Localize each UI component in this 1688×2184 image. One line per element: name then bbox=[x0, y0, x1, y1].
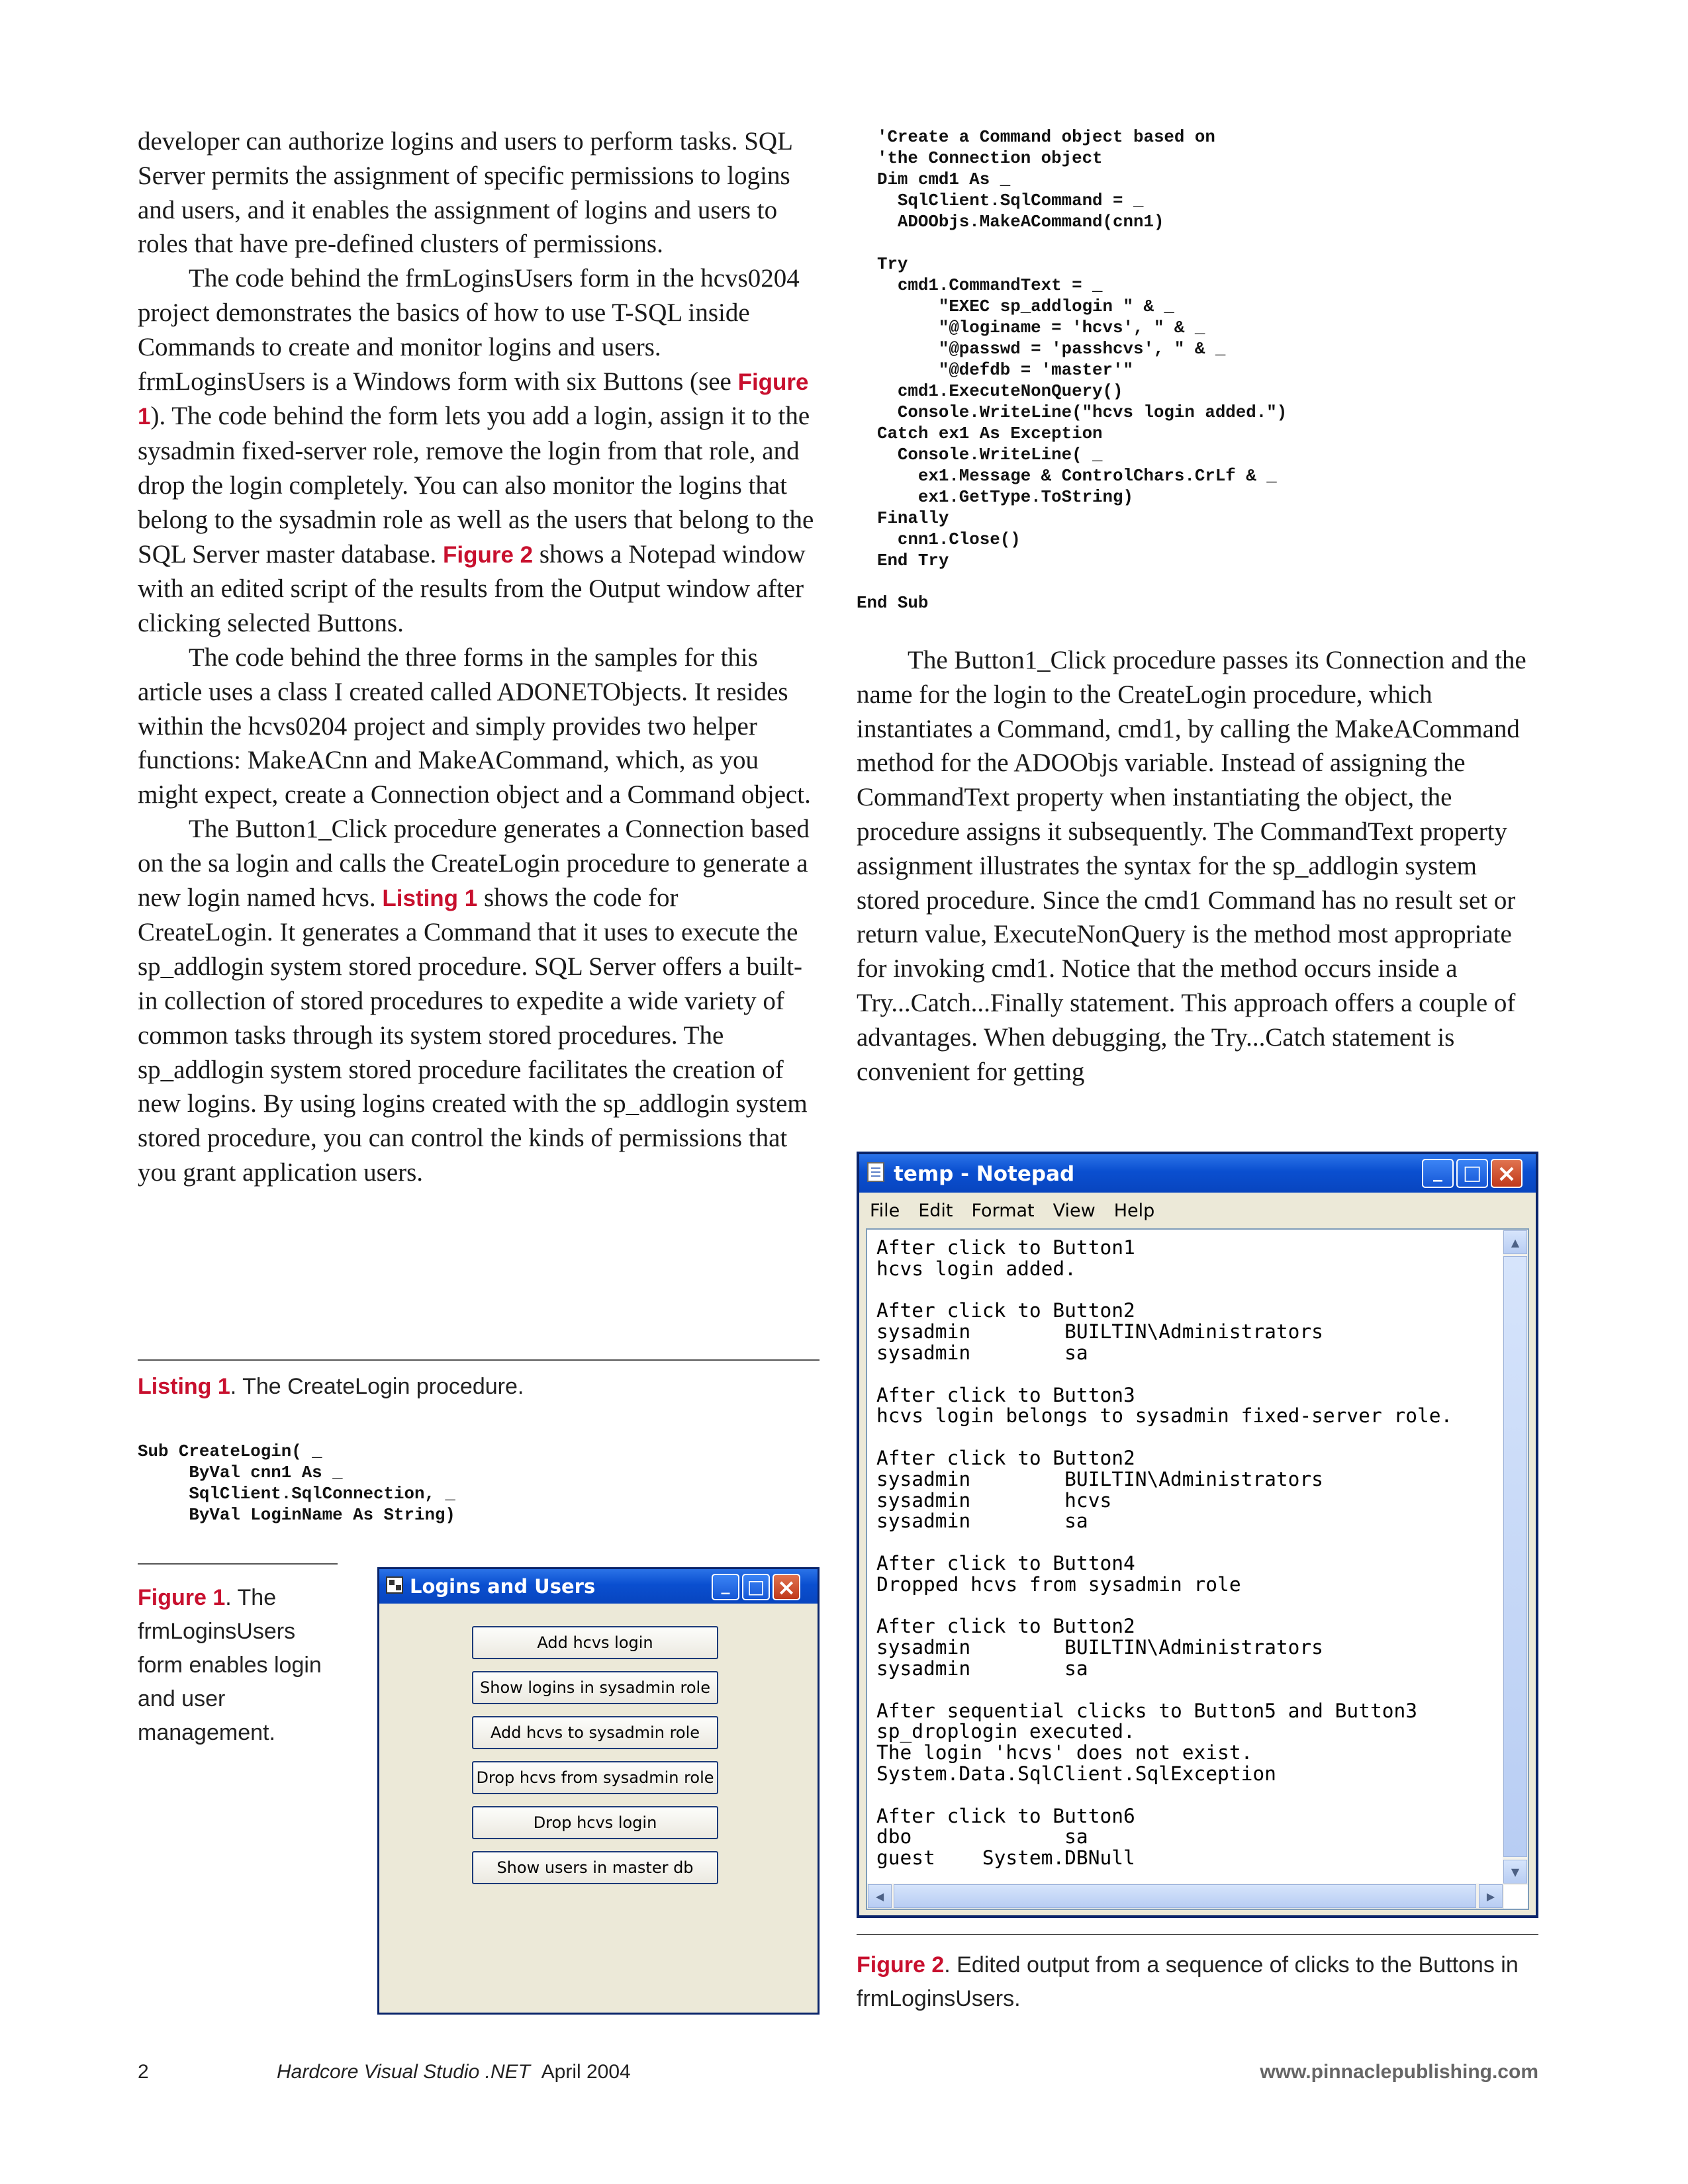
left-paragraph-1 bbox=[138, 124, 820, 261]
figure-2-caption-text: . Edited output from a sequence of clicks to the Buttons in frmLoginsUsers. bbox=[857, 1952, 1519, 2011]
text-run: developer can authorize logins and users to perform tasks. SQL Server permits the assignment of specific permissions to logins and users, and it enables the assignment of logins and users to roles that have pre-defined clusters of permissions. bbox=[138, 127, 792, 259]
page-number: 2 bbox=[138, 2061, 149, 2083]
notepad-content: After click to Button1 hcvs login added. After click to Button2 sysadmin BUILTIN\Administrators sysadmin sa After click to Button3 hcvs login belongs to sysadmin fixed-server role. After click to Button2 sysadmin BUILTIN\Administrators sysadmin hcvs sysadmin sa After click to Button4 Dropped hcvs from sysadmin role After click to Button2 sysadmin BUILTIN\Administrators sysadmin sa After sequential clicks to Button5 and Button3 sp_droplogin executed. The login 'hcvs' does not exist. System.Data.SqlClient.SqlException After click to Button6 dbo sa guest System.DBNull bbox=[876, 1236, 1453, 1870]
menu-help[interactable]: Help bbox=[1113, 1201, 1155, 1221]
figure-2-label: Figure 2 bbox=[857, 1952, 945, 1978]
menu-format[interactable]: Format bbox=[971, 1201, 1035, 1221]
text-run: shows a Notepad window with an edited script of the results from the Output window after clicking selected Buttons. bbox=[138, 539, 806, 638]
menu-file[interactable]: File bbox=[870, 1201, 900, 1221]
notepad-minimize-button[interactable]: _ bbox=[1422, 1159, 1454, 1188]
form-button-6[interactable]: Show users in master db bbox=[472, 1851, 718, 1884]
left-paragraph-3 bbox=[138, 641, 820, 812]
form-button-4[interactable]: Drop hcvs from sysadmin role bbox=[472, 1761, 718, 1794]
issue-date: April 2004 bbox=[541, 2061, 631, 2083]
publication-info bbox=[277, 2061, 631, 2083]
scroll-right-button[interactable]: ▶ bbox=[1479, 1884, 1503, 1908]
maximize-button[interactable]: □ bbox=[742, 1574, 770, 1600]
text-run: shows the code for CreateLogin. It generates a Command that it uses to execute the sp_addlogin system stored procedure. SQL Server offers a built-in collection of stored procedures to expedite a wide variety of common tasks through its system stored procedures. The sp_addlogin system stored procedure facilitates the creation of new logins. By using logins created with the sp_addlogin system stored procedure, you can control the kinds of permissions that you grant application users. bbox=[138, 883, 808, 1187]
cross-reference-link: Listing 1 bbox=[382, 885, 478, 911]
horizontal-scrollbar[interactable] bbox=[867, 1884, 1504, 1909]
scroll-thumb[interactable] bbox=[1503, 1256, 1527, 1857]
listing-1-caption-text: . The CreateLogin procedure. bbox=[230, 1374, 524, 1399]
left-column-text bbox=[138, 124, 820, 1190]
app-icon bbox=[386, 1576, 403, 1594]
listing-rule bbox=[138, 1359, 820, 1361]
listing-1-caption bbox=[138, 1370, 820, 1404]
left-paragraph-2 bbox=[138, 261, 820, 641]
menu-view[interactable]: View bbox=[1053, 1201, 1096, 1221]
figure-2-rule bbox=[857, 1934, 1538, 1935]
publication-name: Hardcore Visual Studio .NET bbox=[277, 2061, 530, 2083]
cross-reference-link: Figure 2 bbox=[442, 541, 534, 568]
notepad-window bbox=[857, 1152, 1538, 1918]
text-run: The code behind the three forms in the samples for this article uses a class I created called ADONETObjects. It resides within the hcvs0204 project and simply provides two helper functions: MakeACnn and MakeACommand, which, as you might expect, create a Connection object and a Command object. bbox=[138, 643, 811, 809]
logins-window-title: Logins and Users bbox=[410, 1575, 596, 1598]
scroll-down-button[interactable]: ▼ bbox=[1503, 1860, 1527, 1884]
notepad-close-button[interactable]: × bbox=[1491, 1159, 1523, 1188]
close-button[interactable]: × bbox=[773, 1574, 800, 1600]
notepad-editor[interactable] bbox=[866, 1228, 1529, 1910]
form-button-2[interactable]: Show logins in sysadmin role bbox=[472, 1671, 718, 1704]
right-column-text bbox=[857, 643, 1538, 1089]
text-run: The code behind the frmLoginsUsers form in the hcvs0204 project demonstrates the basics of how to use T-SQL inside Commands to create and monitor logins and users. frmLoginsUsers is a Windows form with six Buttons (see bbox=[138, 264, 800, 396]
listing-1-label: Listing 1 bbox=[138, 1374, 230, 1399]
notepad-titlebar bbox=[859, 1154, 1536, 1193]
figure-1-rule bbox=[138, 1563, 338, 1565]
text-run: ). The code behind the form lets you add a login, assign it to the sysadmin fixed-server role, remove the login from that role, and drop the login completely. You can also monitor the logins that belong to the sysadmin role as well as the users that belong to the SQL Server master database. bbox=[138, 402, 814, 569]
form-button-1[interactable]: Add hcvs login bbox=[472, 1626, 718, 1659]
right-paragraph: The Button1_Click procedure passes its Connection and the name for the login to the CreateLogin procedure, which instantiates a Command, cmd1, by calling the MakeACommand method for the ADOObjs variable. Instead of assigning the CommandText property when instantiating the object, the procedure assigns it subsequently. The CommandText property assignment illustrates the syntax for the sp_addlogin system stored procedure. Since the cmd1 Command has no result set or return value, ExecuteNonQuery is the method most appropriate for invoking cmd1. Notice that the method occurs inside a Try...Catch...Finally statement. This approach offers a couple of advantages. When debugging, the Try...Catch statement is convenient for getting bbox=[857, 646, 1526, 1086]
left-paragraph-4 bbox=[138, 812, 820, 1190]
website-url[interactable]: www.pinnaclepublishing.com bbox=[1260, 2061, 1538, 2083]
listing-1-code: Sub CreateLogin( _ ByVal cnn1 As _ SqlClient.SqlConnection, _ ByVal LoginName As String) bbox=[138, 1442, 455, 1525]
notepad-maximize-button[interactable]: □ bbox=[1456, 1159, 1488, 1188]
figure-1-caption bbox=[138, 1581, 323, 1750]
notepad-icon bbox=[867, 1162, 884, 1182]
logins-button-panel bbox=[379, 1604, 818, 2013]
logins-and-users-window bbox=[377, 1567, 820, 2015]
notepad-menubar bbox=[870, 1201, 1173, 1221]
menu-edit[interactable]: Edit bbox=[918, 1201, 953, 1221]
scroll-up-button[interactable]: ▲ bbox=[1503, 1230, 1527, 1254]
logins-window-titlebar bbox=[379, 1569, 818, 1604]
form-button-5[interactable]: Drop hcvs login bbox=[472, 1806, 718, 1839]
vertical-scrollbar[interactable] bbox=[1503, 1230, 1528, 1885]
scroll-left-button[interactable]: ◀ bbox=[868, 1884, 892, 1908]
figure-1-label: Figure 1 bbox=[138, 1585, 226, 1610]
notepad-title: temp - Notepad bbox=[894, 1162, 1075, 1186]
minimize-button[interactable]: _ bbox=[712, 1574, 739, 1600]
form-button-3[interactable]: Add hcvs to sysadmin role bbox=[472, 1716, 718, 1749]
cross-reference-link: Figure 1 bbox=[138, 369, 809, 430]
figure-1-caption-text: . The frmLoginsUsers form enables login and user management. bbox=[138, 1585, 322, 1745]
text-run: The Button1_Click procedure generates a Connection based on the sa login and calls the CreateLogin procedure to generate a new login named hcvs. bbox=[138, 814, 810, 912]
h-scroll-thumb[interactable] bbox=[894, 1884, 1476, 1908]
figure-2-caption bbox=[857, 1948, 1538, 2016]
code-listing-continued: 'Create a Command object based on 'the Connection object Dim cmd1 As _ SqlClient.SqlCommand = _ ADOObjs.MakeACommand(cnn1) Try cmd1.CommandText = _ "EXEC sp_addlogin " & _ "@loginame = 'hcvs', " & _ "@passwd = 'passhcvs', " & _ "@defdb = 'master'" cmd1.ExecuteNonQuery() Console.WriteLine("hcvs login added.") Catch ex1 As Exception Console.WriteLine( _ ex1.Message & ControlChars.CrLf & _ ex1.GetType.ToString) Finally cnn1.Close() End Try End Sub bbox=[857, 128, 1288, 613]
